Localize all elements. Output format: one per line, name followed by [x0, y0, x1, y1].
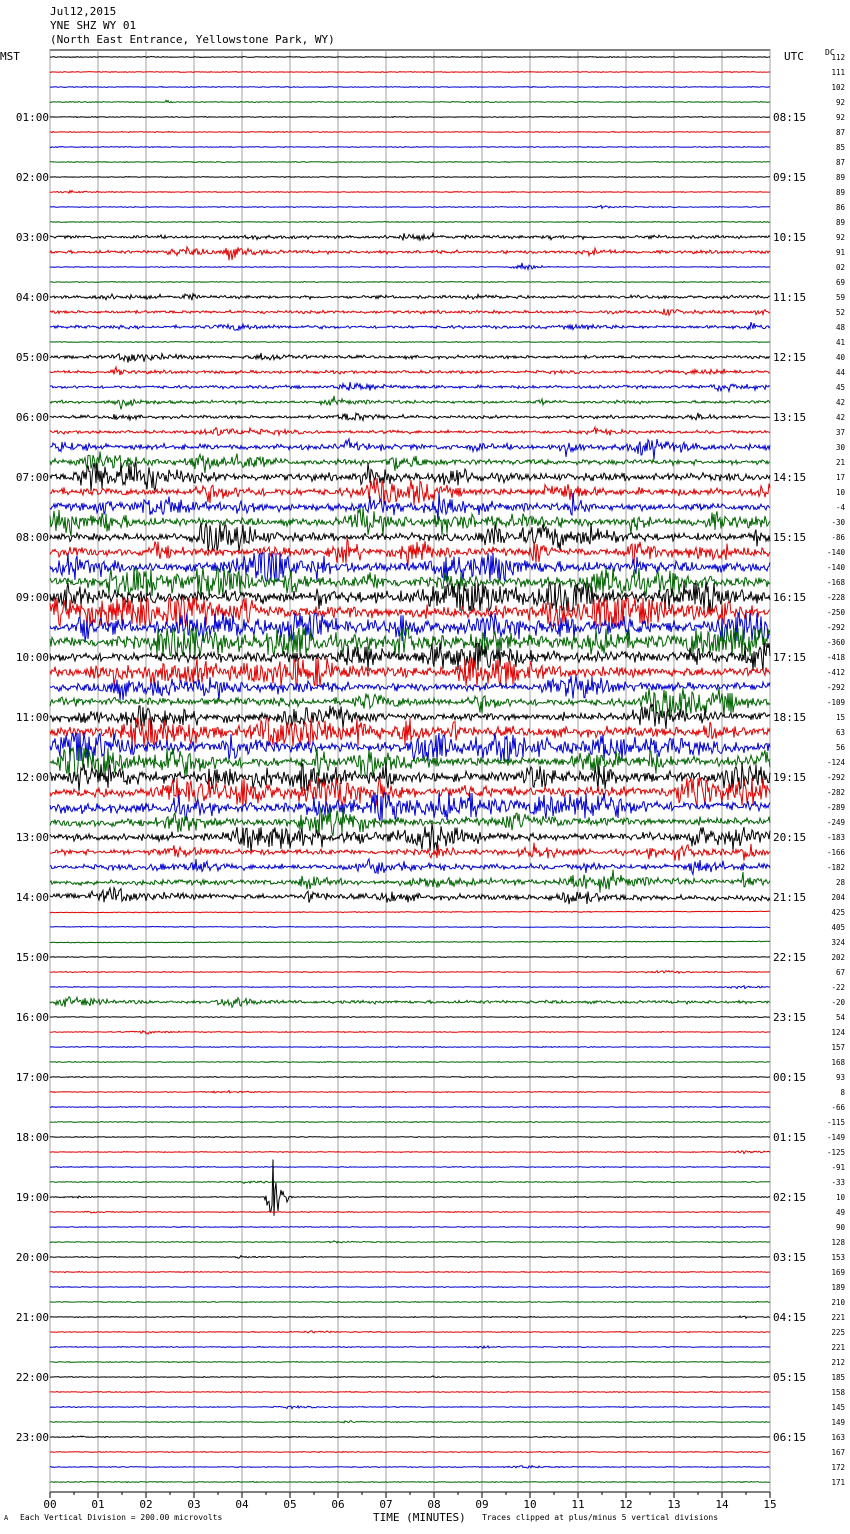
dc-offset-label: -22 [831, 983, 845, 992]
trace-row-75 [50, 1181, 770, 1183]
dc-offset-label: 49 [835, 1208, 845, 1217]
trace-row-42 [50, 675, 770, 701]
utc-hour-label: 18:15 [773, 711, 807, 724]
dc-offset-label: 212 [831, 1358, 845, 1367]
dc-offset-label: 111 [831, 68, 845, 77]
dc-offset-label: 63 [835, 728, 845, 737]
dc-offset-label: 28 [835, 878, 845, 887]
trace-row-56 [50, 888, 770, 905]
mst-hour-label: 05:00 [15, 351, 49, 364]
dc-offset-label: -182 [826, 863, 845, 872]
trace-row-27 [50, 451, 770, 473]
dc-offset-label: 163 [831, 1433, 845, 1442]
trace-row-84 [50, 1316, 770, 1318]
trace-row-13 [50, 247, 770, 260]
trace-row-87 [50, 1362, 770, 1363]
trace-row-67 [50, 1062, 770, 1063]
trace-row-6 [50, 147, 770, 148]
trace-row-45 [50, 718, 770, 746]
dc-offset-label: 17 [835, 473, 845, 482]
dc-offset-label: 59 [835, 293, 845, 302]
dc-offset-label: 86 [835, 203, 845, 212]
mst-hour-label: 08:00 [15, 531, 49, 544]
trace-row-31 [50, 508, 770, 536]
dc-offset-label: -250 [826, 608, 845, 617]
logo-mark: A [4, 1514, 9, 1522]
trace-row-2 [50, 86, 770, 87]
mst-hour-label: 15:00 [15, 951, 49, 964]
trace-row-7 [50, 162, 770, 163]
trace-row-73 [50, 1151, 770, 1154]
trace-row-61 [50, 971, 770, 974]
dc-offset-label: 48 [835, 323, 845, 332]
trace-row-9 [50, 191, 770, 194]
dc-offset-label: -20 [831, 998, 845, 1007]
trace-row-93 [50, 1451, 770, 1452]
mst-hour-label: 21:00 [15, 1311, 49, 1324]
mst-hour-label: 16:00 [15, 1011, 49, 1024]
trace-row-23 [50, 396, 770, 410]
dc-offset-label: -292 [826, 623, 845, 632]
trace-row-54 [50, 859, 770, 875]
dc-offset-label: 112 [831, 53, 845, 62]
utc-hour-label: 05:15 [773, 1371, 807, 1384]
trace-row-17 [50, 309, 770, 316]
dc-offset-label: 87 [835, 158, 845, 167]
dc-offset-label: -109 [826, 698, 845, 707]
dc-offset-label: 69 [835, 278, 845, 287]
trace-row-59 [50, 941, 770, 943]
dc-offset-label: 90 [835, 1223, 845, 1232]
trace-row-88 [50, 1376, 770, 1378]
right-timezone-label: UTC [784, 50, 804, 63]
utc-hour-label: 03:15 [773, 1251, 807, 1264]
trace-row-47 [50, 748, 770, 776]
trace-row-4 [50, 117, 770, 118]
dc-offset-label: 145 [831, 1403, 845, 1412]
dc-offset-label: -282 [826, 788, 845, 797]
dc-offset-label: 37 [835, 428, 845, 437]
trace-row-12 [50, 233, 770, 240]
dc-offset-label: 189 [831, 1283, 845, 1292]
x-tick-label: 06 [331, 1498, 345, 1511]
dc-offset-label: -183 [826, 833, 845, 842]
dc-offset-label: -249 [826, 818, 845, 827]
trace-row-71 [50, 1121, 770, 1122]
utc-hour-label: 17:15 [773, 651, 807, 664]
dc-offset-label: -91 [831, 1163, 845, 1172]
trace-row-58 [50, 926, 770, 927]
trace-row-86 [50, 1346, 770, 1348]
dc-offset-label: 42 [835, 413, 845, 422]
dc-offset-label: 40 [835, 353, 845, 362]
dc-offset-label: 405 [831, 923, 845, 932]
trace-row-60 [50, 956, 770, 957]
mst-hour-label: 03:00 [15, 231, 49, 244]
trace-row-35 [50, 568, 770, 596]
dc-offset-label: -124 [826, 758, 845, 767]
trace-row-69 [50, 1091, 770, 1093]
trace-row-48 [50, 763, 770, 791]
dc-offset-label: 210 [831, 1298, 845, 1307]
dc-offset-label: 89 [835, 218, 845, 227]
dc-offset-label: 204 [831, 893, 845, 902]
trace-row-78 [50, 1227, 770, 1228]
utc-hour-label: 08:15 [773, 111, 807, 124]
x-tick-label: 00 [43, 1498, 57, 1511]
dc-offset-label: 41 [835, 338, 845, 347]
dc-offset-label: 93 [835, 1073, 845, 1082]
dc-offset-label: 42 [835, 398, 845, 407]
chart-date: Jul12,2015 [50, 5, 117, 18]
dc-offset-label: -4 [835, 503, 845, 512]
dc-offset-label: 02 [835, 263, 845, 272]
trace-row-82 [50, 1287, 770, 1288]
mst-hour-label: 01:00 [15, 111, 49, 124]
x-tick-label: 14 [715, 1498, 729, 1511]
dc-offset-label: 54 [835, 1013, 845, 1022]
dc-offset-label: 56 [835, 743, 845, 752]
trace-row-79 [50, 1241, 770, 1243]
dc-offset-label: 168 [831, 1058, 845, 1067]
dc-offset-label: 169 [831, 1268, 845, 1277]
utc-hour-label: 16:15 [773, 591, 807, 604]
dc-offset-label: 67 [835, 968, 845, 977]
utc-hour-label: 11:15 [773, 291, 807, 304]
trace-row-10 [50, 205, 770, 208]
utc-hour-label: 14:15 [773, 471, 807, 484]
dc-offset-label: 324 [831, 938, 845, 947]
dc-offset-label: 15 [835, 713, 845, 722]
dc-offset-label: -33 [831, 1178, 845, 1187]
utc-hour-label: 10:15 [773, 231, 807, 244]
dc-offset-label: -418 [826, 653, 845, 662]
dc-offset-label: 89 [835, 188, 845, 197]
dc-offset-label: -149 [826, 1133, 845, 1142]
trace-row-39 [50, 628, 770, 656]
dc-offset-label: -412 [826, 668, 845, 677]
x-tick-label: 15 [763, 1498, 777, 1511]
trace-row-18 [50, 322, 770, 330]
trace-row-95 [50, 1481, 770, 1482]
x-tick-label: 02 [139, 1498, 153, 1511]
chart-station: YNE SHZ WY 01 [50, 19, 137, 32]
dc-offset-label: -168 [826, 578, 845, 587]
trace-row-74 [50, 1167, 770, 1168]
utc-hour-label: 20:15 [773, 831, 807, 844]
dc-offset-label: 92 [835, 233, 845, 242]
dc-offset-label: -292 [826, 683, 845, 692]
mst-hour-label: 13:00 [15, 831, 49, 844]
x-tick-label: 01 [91, 1498, 105, 1511]
trace-row-0 [50, 56, 770, 57]
trace-row-77 [50, 1211, 770, 1213]
trace-row-46 [50, 733, 770, 761]
dc-offset-label: 44 [835, 368, 845, 377]
dc-offset-label: -360 [826, 638, 845, 647]
trace-row-33 [50, 539, 770, 565]
trace-row-25 [50, 427, 770, 435]
dc-offset-label: 92 [835, 113, 845, 122]
dc-offset-label: -289 [826, 803, 845, 812]
dc-offset-label: 149 [831, 1418, 845, 1427]
trace-row-5 [50, 132, 770, 133]
mst-hour-label: 14:00 [15, 891, 49, 904]
dc-offset-label: -140 [826, 548, 845, 557]
dc-offset-label: -292 [826, 773, 845, 782]
utc-hour-label: 12:15 [773, 351, 807, 364]
trace-row-57 [50, 911, 770, 913]
dc-offset-label: 91 [835, 248, 845, 257]
trace-row-68 [50, 1076, 770, 1077]
dc-offset-label: 21 [835, 458, 845, 467]
trace-row-91 [50, 1421, 770, 1423]
utc-hour-label: 23:15 [773, 1011, 807, 1024]
dc-offset-label: 158 [831, 1388, 845, 1397]
trace-row-40 [50, 643, 770, 671]
dc-offset-label: 10 [835, 1193, 845, 1202]
left-timezone-label: MST [0, 50, 20, 63]
dc-offset-label: 221 [831, 1343, 845, 1352]
trace-row-22 [50, 382, 770, 391]
dc-offset-label: 8 [840, 1088, 845, 1097]
utc-hour-label: 04:15 [773, 1311, 807, 1324]
mst-hour-label: 22:00 [15, 1371, 49, 1384]
trace-row-76 [50, 1160, 770, 1216]
dc-column-label: DC [825, 48, 835, 57]
x-axis-label: TIME (MINUTES) [373, 1511, 466, 1524]
utc-hour-label: 09:15 [773, 171, 807, 184]
dc-offset-label: 10 [835, 488, 845, 497]
x-tick-label: 07 [379, 1498, 393, 1511]
trace-row-94 [50, 1466, 770, 1468]
trace-row-66 [50, 1046, 770, 1047]
dc-offset-label: -30 [831, 518, 845, 527]
trace-row-30 [50, 493, 770, 521]
dc-offset-label: -166 [826, 848, 845, 857]
trace-row-65 [50, 1031, 770, 1034]
dc-offset-label: 167 [831, 1448, 845, 1457]
dc-offset-label: 221 [831, 1313, 845, 1322]
trace-row-85 [50, 1331, 770, 1333]
mst-hour-label: 20:00 [15, 1251, 49, 1264]
trace-row-11 [50, 221, 770, 222]
trace-row-80 [50, 1256, 770, 1259]
trace-row-20 [50, 353, 770, 363]
trace-row-3 [50, 100, 770, 102]
dc-offset-label: -86 [831, 533, 845, 542]
mst-hour-label: 17:00 [15, 1071, 49, 1084]
trace-row-70 [50, 1107, 770, 1108]
dc-offset-label: 45 [835, 383, 845, 392]
trace-row-52 [50, 823, 770, 851]
trace-row-1 [50, 72, 770, 73]
dc-offset-label: 172 [831, 1463, 845, 1472]
dc-offset-label: 52 [835, 308, 845, 317]
dc-offset-label: 157 [831, 1043, 845, 1052]
utc-hour-label: 01:15 [773, 1131, 807, 1144]
dc-offset-label: 124 [831, 1028, 845, 1037]
trace-row-43 [50, 688, 770, 716]
trace-row-63 [50, 997, 770, 1007]
mst-hour-label: 11:00 [15, 711, 49, 724]
mst-hour-label: 18:00 [15, 1131, 49, 1144]
trace-row-29 [50, 478, 770, 506]
trace-row-81 [50, 1272, 770, 1273]
scale-note: Each Vertical Division = 200.00 microvolts [20, 1513, 223, 1522]
dc-offset-label: 85 [835, 143, 845, 152]
dc-offset-label: -140 [826, 563, 845, 572]
mst-hour-label: 07:00 [15, 471, 49, 484]
dc-offset-label: 30 [835, 443, 845, 452]
dc-offset-label: -66 [831, 1103, 845, 1112]
trace-row-50 [50, 793, 770, 821]
mst-hour-label: 10:00 [15, 651, 49, 664]
chart-location: (North East Entrance, Yellowstone Park, WY) [50, 33, 335, 46]
trace-row-55 [50, 870, 770, 893]
mst-hour-label: 23:00 [15, 1431, 49, 1444]
dc-offset-label: -115 [826, 1118, 845, 1127]
x-tick-label: 03 [187, 1498, 201, 1511]
trace-row-15 [50, 281, 770, 282]
x-tick-label: 04 [235, 1498, 249, 1511]
trace-row-16 [50, 294, 770, 300]
dc-offset-label: 202 [831, 953, 845, 962]
dc-offset-label: 92 [835, 98, 845, 107]
trace-row-90 [50, 1406, 770, 1409]
utc-hour-label: 21:15 [773, 891, 807, 904]
utc-hour-label: 06:15 [773, 1431, 807, 1444]
trace-row-83 [50, 1302, 770, 1303]
mst-hour-label: 09:00 [15, 591, 49, 604]
x-tick-label: 11 [571, 1498, 585, 1511]
dc-offset-label: 225 [831, 1328, 845, 1337]
utc-hour-label: 19:15 [773, 771, 807, 784]
mst-hour-label: 04:00 [15, 291, 49, 304]
utc-hour-label: 00:15 [773, 1071, 807, 1084]
mst-hour-label: 12:00 [15, 771, 49, 784]
dc-offset-label: 153 [831, 1253, 845, 1262]
x-tick-label: 10 [523, 1498, 537, 1511]
clip-note: Traces clipped at plus/minus 5 vertical divisions [482, 1513, 719, 1522]
trace-row-21 [50, 367, 770, 375]
dc-offset-label: -125 [826, 1148, 845, 1157]
dc-offset-label: 89 [835, 173, 845, 182]
trace-row-64 [50, 1017, 770, 1018]
dc-offset-label: 171 [831, 1478, 845, 1487]
dc-offset-label: -228 [826, 593, 845, 602]
trace-row-19 [50, 341, 770, 342]
trace-row-53 [50, 843, 770, 861]
trace-row-72 [50, 1137, 770, 1138]
trace-row-62 [50, 986, 770, 989]
trace-row-92 [50, 1436, 770, 1438]
utc-hour-label: 22:15 [773, 951, 807, 964]
x-tick-label: 05 [283, 1498, 297, 1511]
dc-offset-label: 87 [835, 128, 845, 137]
trace-row-8 [50, 176, 770, 177]
x-tick-label: 13 [667, 1498, 681, 1511]
utc-hour-label: 02:15 [773, 1191, 807, 1204]
x-tick-label: 08 [427, 1498, 441, 1511]
trace-row-14 [50, 263, 770, 270]
dc-offset-label: 185 [831, 1373, 845, 1382]
utc-hour-label: 13:15 [773, 411, 807, 424]
dc-offset-label: 102 [831, 83, 845, 92]
dc-offset-label: 425 [831, 908, 845, 917]
utc-hour-label: 15:15 [773, 531, 807, 544]
mst-hour-label: 19:00 [15, 1191, 49, 1204]
dc-offset-label: 128 [831, 1238, 845, 1247]
x-tick-label: 09 [475, 1498, 489, 1511]
trace-row-24 [50, 413, 770, 421]
trace-row-51 [50, 808, 770, 836]
mst-hour-label: 02:00 [15, 171, 49, 184]
mst-hour-label: 06:00 [15, 411, 49, 424]
trace-row-89 [50, 1391, 770, 1392]
trace-row-26 [50, 439, 770, 460]
x-tick-label: 12 [619, 1498, 633, 1511]
